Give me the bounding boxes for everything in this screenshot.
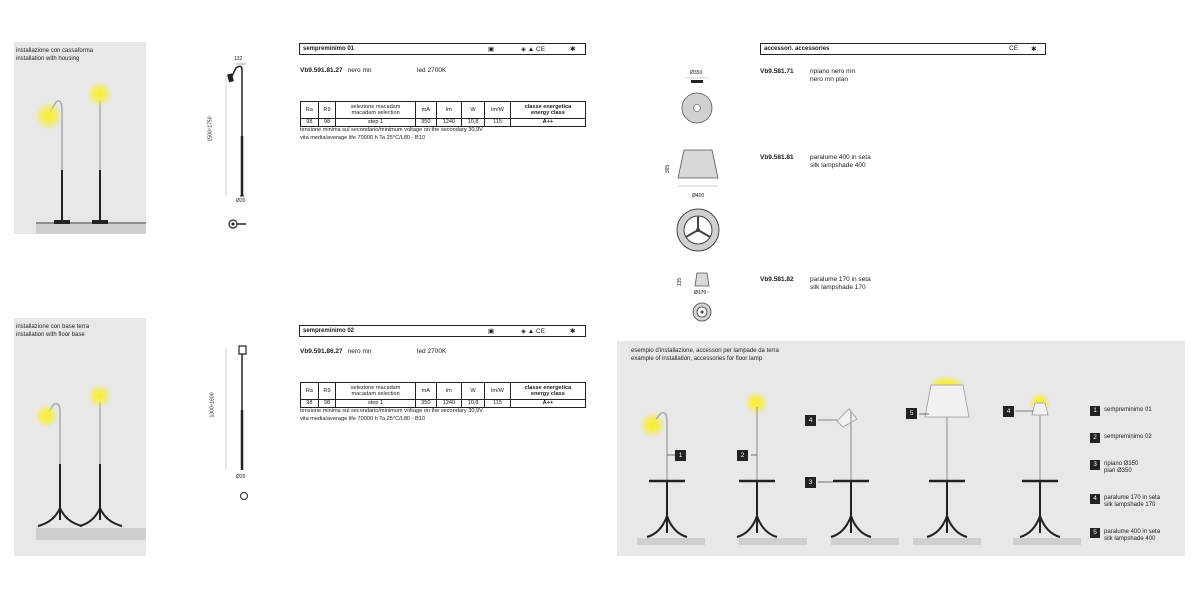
lampshade-170-drawing xyxy=(680,270,730,330)
dim-height: 365 xyxy=(665,164,672,174)
dim-diameter: Ø400 xyxy=(692,193,705,199)
legend-item: 3 ripiano Ø350 plan Ø350 xyxy=(1090,460,1180,478)
legend-item: 2 sempreminimo 02 xyxy=(1090,433,1180,447)
led-spec: led 2700K xyxy=(417,67,447,74)
dim-height: 1300÷1600 xyxy=(209,392,216,418)
legend-item: 1 sempreminimo 01 xyxy=(1090,406,1180,420)
callout-tag: 5 xyxy=(906,408,917,419)
dim-top: 132 xyxy=(234,56,243,62)
dimmable-icon: ▣ xyxy=(488,46,495,53)
drawing-lines xyxy=(220,340,270,510)
panel-caption: installazione con cassaforma installation with housing xyxy=(16,48,94,62)
certification-icons: ◈ ▲ CE xyxy=(521,46,546,53)
dim-height: 135 xyxy=(677,277,684,287)
accessory-item: Vb9.581.82 paralume 170 in seta silk lampshade 170 xyxy=(760,276,871,291)
led-icon: ✱ xyxy=(570,328,576,335)
callout-tag: 1 xyxy=(675,450,686,461)
legend-item: 4 paralume 170 in seta silk lampshade 170 xyxy=(1090,494,1180,512)
legend-item: 5 paralume 400 in seta silk lampshade 400 xyxy=(1090,528,1180,546)
housing-lamps-illustration xyxy=(14,42,146,234)
technical-drawing-02 xyxy=(209,340,270,510)
floor-base-lamps-illustration xyxy=(14,318,146,556)
installation-panel-housing xyxy=(14,42,146,234)
callout-tag: 4 xyxy=(1003,406,1014,417)
product-code-row: Vb9.591.81.27 nero mn xyxy=(300,67,372,74)
callout-tag: 2 xyxy=(737,450,748,461)
led-spec: led 2700K xyxy=(417,348,447,355)
product-header-02: sempreminimo 02 ▣ ◈ ▲ CE ✱ xyxy=(299,325,586,337)
spec-table-02: Ra R9 selezione macadam macadam selection mA lm W lm/W classe energetica energy class 98 98 step 1 350 1240 10,8 115 A++ xyxy=(300,382,586,408)
spec-table-01: Ra R9 selezione macadam macadam selection mA lm W lm/W classe energetica energy class 98 98 step 1 350 1240 10,8 115 A++ xyxy=(300,101,586,127)
led-icon: ✱ xyxy=(1031,46,1037,53)
product-header-01: sempreminimo 01 ▣ ◈ ▲ CE ✱ xyxy=(299,43,586,55)
technical-drawing-01 xyxy=(207,56,268,236)
product-code-row: Vb9.591.86.27 nero mn xyxy=(300,348,372,355)
panel-caption: installazione con base terra installation with floor base xyxy=(16,324,90,338)
example-caption: esempio d'installazione, accessori per lampade da terra example of installation, accessories for floor lamp xyxy=(631,348,779,362)
callout-tag: 4 xyxy=(805,415,816,426)
lampshade-400-drawing xyxy=(666,146,736,256)
installation-panel-floor-base xyxy=(14,318,146,556)
drawing-lines xyxy=(218,56,268,236)
dim-height: 1500÷1750 xyxy=(207,116,214,142)
dim-base: Ø20 xyxy=(236,474,246,480)
certification-icons: ◈ ▲ CE xyxy=(521,328,546,335)
dim-diameter: Ø170 xyxy=(694,290,707,296)
dim-plan: Ø350 xyxy=(690,70,703,76)
callout-tag: 3 xyxy=(805,477,816,488)
spec-notes-02: tensione minima sul secondario/minimum voltage on the secondary 30,9V vita media/average life 70000 h Ta 25°C/L80 - B10 xyxy=(300,408,483,422)
accessory-item: Vb9.581.71 ripiano nero mn nero mn plan xyxy=(760,68,856,83)
led-icon: ✱ xyxy=(570,46,576,53)
spec-notes-01: tensione minima sul secondario/minimum voltage on the secondary 30,9V vita media/average life 70000 h Ta 25°C/L80 - B10 xyxy=(300,127,483,141)
installation-example-panel xyxy=(617,341,1185,556)
ce-icon: CE xyxy=(1009,45,1019,52)
example-lamps-illustration xyxy=(617,341,1185,556)
dim-base: Ø20 xyxy=(236,198,246,204)
dimmable-icon: ▣ xyxy=(488,328,495,335)
accessory-item: Vb9.581.81 paralume 400 in seta silk lampshade 400 xyxy=(760,154,871,169)
accessories-header: accessori. accessories CE ✱ xyxy=(760,43,1046,55)
